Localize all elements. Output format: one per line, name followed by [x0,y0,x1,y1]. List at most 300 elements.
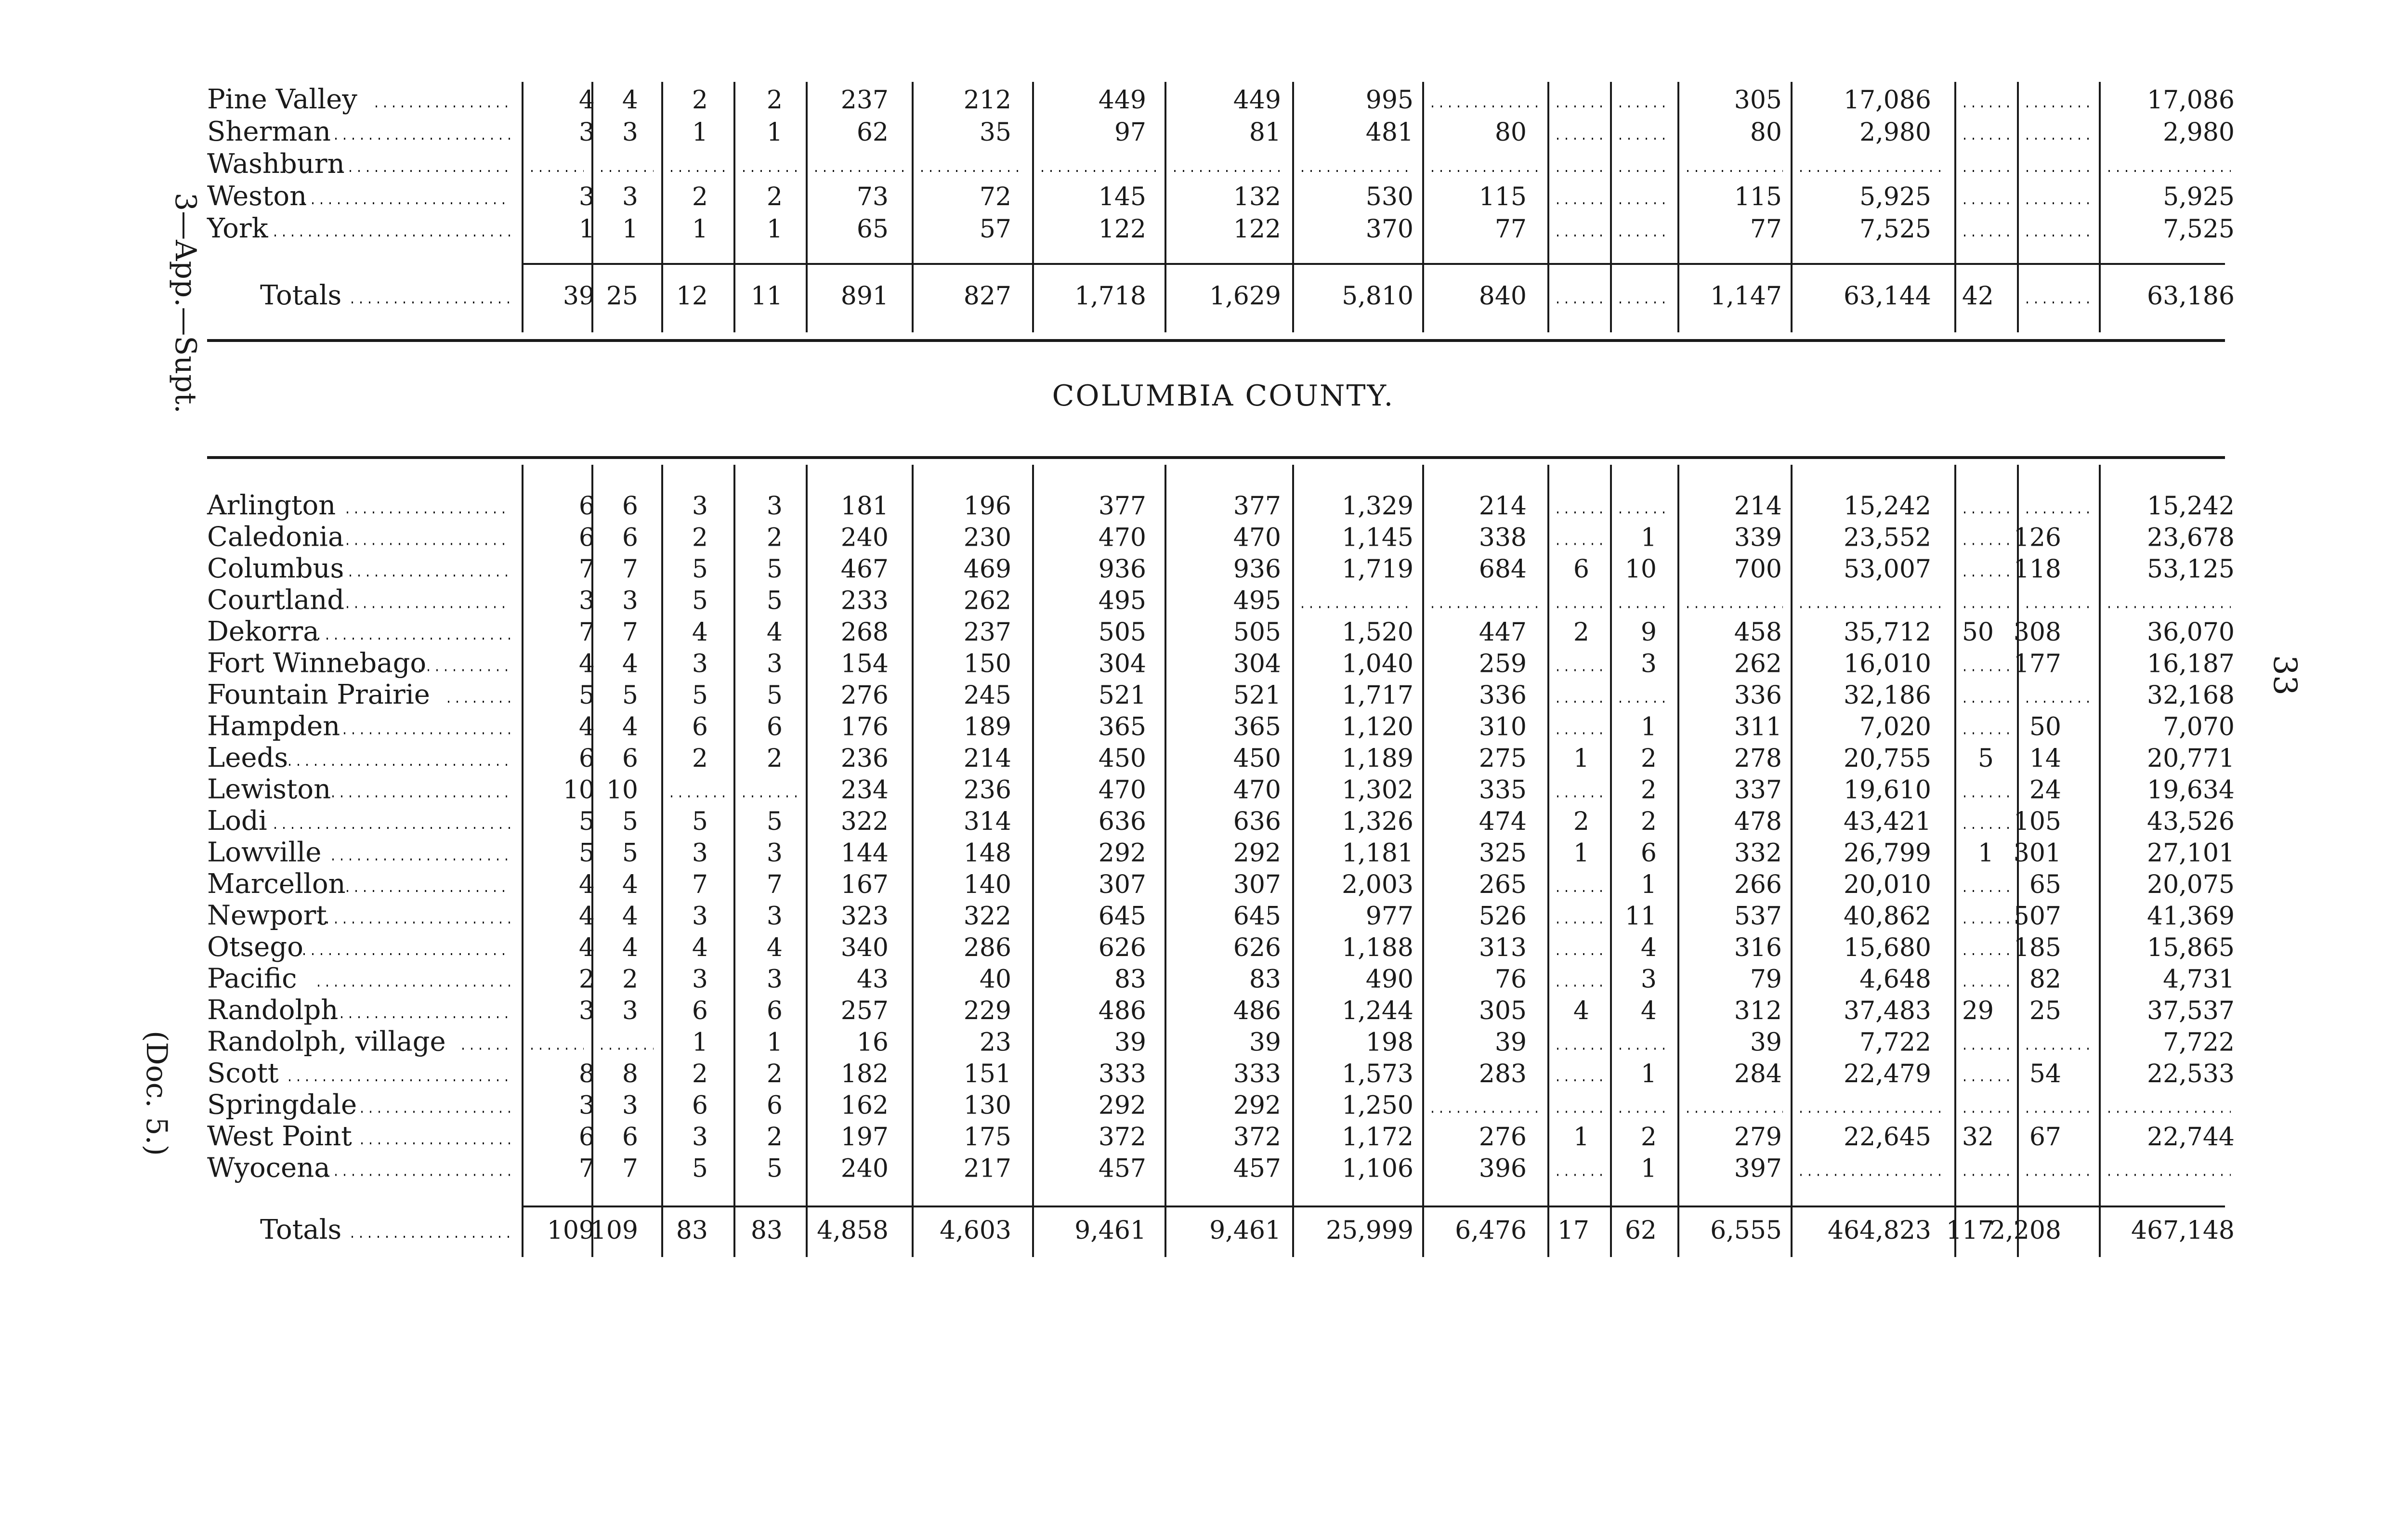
table-cell: 5 [578,839,595,868]
table-cell: 43,526 [2147,807,2235,836]
table-cell: 5 [766,807,783,836]
totals-cell: 1,147 [1710,282,1782,311]
table-cell: 2 [766,86,783,115]
table-cell: 6 [1640,839,1657,868]
table-cell: 470 [1233,775,1281,805]
totals-cell: 1,718 [1074,282,1146,311]
table-cell: 4,731 [2163,965,2235,994]
county-heading: COLUMBIA COUNTY. [1052,379,1395,413]
table-cell: 39 [1494,1028,1527,1057]
table-cell: 9 [1640,618,1657,647]
table-cell: 80 [1750,118,1782,147]
table-cell: 365 [1098,712,1146,742]
table-cell: 79 [1750,965,1782,994]
table-cell: 2 [692,183,708,211]
table-cell: 10 [606,775,638,805]
table-cell: 304 [1098,649,1146,679]
table-cell: 1 [692,118,708,147]
table-cell: 176 [840,712,889,742]
table-cell: 6 [622,744,638,773]
table-cell: 20,771 [2147,744,2235,773]
table-cell: 279 [1734,1123,1782,1152]
table-cell: 37,537 [2147,996,2235,1025]
table-cell: 4 [578,649,595,679]
table-cell: 286 [963,933,1011,962]
columbia-county-section [207,341,2225,458]
table-cell: 2 [1573,618,1589,647]
table-cell: 32 [1962,1123,1994,1152]
table-cell: 2 [692,86,708,115]
table-cell: 2,003 [1342,870,1413,899]
table-cell: 6 [766,712,783,742]
table-cell: 4 [766,618,783,647]
table-cell: 4 [622,86,638,115]
table-cell: 6 [622,492,638,521]
table-cell: 50 [1962,618,1994,647]
table-cell: 35,712 [1844,618,1931,647]
table-cell: 333 [1098,1060,1146,1088]
table-cell: 175 [963,1123,1011,1152]
row-name: Columbus [207,553,344,584]
table-cell: 72 [979,183,1011,211]
table-cell: 32,168 [2147,681,2235,710]
table-cell: 3 [578,118,595,147]
table-cell: 122 [1098,215,1146,244]
table-cell: 16 [856,1028,889,1057]
table-cell: 196 [963,492,1011,521]
table-cell: 57 [979,215,1011,244]
table-cell: 521 [1233,681,1281,710]
table-cell: 7 [692,870,708,899]
table-cell: 189 [963,712,1011,742]
table-cell: 292 [1098,1091,1146,1120]
upper-table [207,82,2235,332]
table-cell: 20,755 [1844,744,1931,773]
table-cell: 3 [622,996,638,1025]
table-cell: 1,244 [1342,996,1413,1025]
row-name: Randolph, village [207,1026,446,1058]
table-cell: 240 [840,523,889,552]
row-name: West Point [207,1121,352,1152]
table-cell: 481 [1365,118,1413,147]
table-cell: 370 [1365,215,1413,244]
table-cell: 4 [578,933,595,962]
table-cell: 2 [692,1060,708,1088]
totals-cell: 840 [1479,282,1527,311]
lower-table [207,465,2235,1257]
table-cell: 15,680 [1844,933,1931,962]
table-cell: 7 [578,555,595,584]
table-cell: 7,525 [1859,215,1931,244]
table-cell: 470 [1098,775,1146,805]
table-cell: 20,075 [2147,870,2235,899]
table-cell: 151 [963,1060,1011,1088]
table-cell: 1 [692,1028,708,1057]
table-cell: 5 [692,555,708,584]
table-cell: 67 [2029,1123,2061,1152]
row-name: Wyocena [207,1152,330,1184]
table-cell: 23,678 [2147,523,2235,552]
table-cell: 1,145 [1342,523,1413,552]
table-cell: 336 [1479,681,1527,710]
row-name: Washburn [207,148,345,180]
table-cell: 41,369 [2147,902,2235,931]
table-cell: 5 [622,839,638,868]
table-cell: 29 [1962,996,1994,1025]
table-cell: 37,483 [1844,996,1931,1025]
table-cell: 3 [766,839,783,868]
table-cell: 2,980 [1859,118,1931,147]
table-cell: 333 [1233,1060,1281,1088]
table-cell: 198 [1365,1028,1413,1057]
table-cell: 17,086 [1844,86,1931,115]
table-cell: 237 [840,86,889,115]
table-cell: 5 [692,1154,708,1183]
row-name: Lodi [207,805,267,837]
table-cell: 2 [578,965,595,994]
table-cell: 23 [979,1028,1011,1057]
totals-cell: 25 [606,282,638,311]
table-cell: 32,186 [1844,681,1931,710]
table-cell: 19,634 [2147,775,2235,805]
table-cell: 490 [1365,965,1413,994]
table-cell: 1 [1640,523,1657,552]
table-cell: 537 [1734,902,1782,931]
table-cell: 3 [622,586,638,616]
table-cell: 197 [840,1123,889,1152]
table-cell: 450 [1233,744,1281,773]
table-cell: 377 [1098,492,1146,521]
table-cell: 486 [1098,996,1146,1025]
table-cell: 313 [1479,933,1527,962]
table-cell: 25 [2029,996,2061,1025]
table-cell: 1,189 [1342,744,1413,773]
table-cell: 304 [1233,649,1281,679]
table-cell: 4 [622,712,638,742]
table-cell: 39 [1249,1028,1281,1057]
table-cell: 507 [2013,902,2061,931]
table-cell: 307 [1098,870,1146,899]
table-cell: 3 [692,902,708,931]
table-cell: 6 [622,1123,638,1152]
table-cell: 2 [1573,807,1589,836]
row-name: Lowville [207,837,322,868]
totals-label: Totals [260,280,342,311]
table-cell: 5 [578,807,595,836]
table-cell: 4 [622,649,638,679]
table-cell: 1 [1977,839,1994,868]
table-cell: 636 [1233,807,1281,836]
row-name: Pacific [207,963,297,995]
table-cell: 236 [963,775,1011,805]
table-cell: 936 [1098,555,1146,584]
table-cell: 8 [578,1060,595,1088]
table-cell: 977 [1365,902,1413,931]
table-cell: 140 [963,870,1011,899]
table-cell: 3 [692,649,708,679]
table-cell: 262 [963,586,1011,616]
table-cell: 233 [840,586,889,616]
table-cell: 449 [1233,86,1281,115]
table-cell: 5 [622,681,638,710]
table-cell: 4 [692,933,708,962]
table-cell: 1 [766,118,783,147]
table-cell: 245 [963,681,1011,710]
row-name: Arlington [207,490,336,521]
table-cell: 1 [1573,1123,1589,1152]
table-cell: 3 [766,965,783,994]
table-cell: 43 [856,965,889,994]
totals-cell: 5,810 [1342,282,1413,311]
totals-cell: 2,208 [1989,1216,2061,1245]
row-name: Springdale [207,1089,357,1121]
table-cell: 478 [1734,807,1782,836]
table-cell: 5 [766,586,783,616]
table-cell: 217 [963,1154,1011,1183]
table-cell: 6 [578,744,595,773]
totals-cell: 109 [590,1216,638,1245]
table-cell: 4 [1640,933,1657,962]
table-cell: 457 [1233,1154,1281,1183]
table-cell: 1 [692,215,708,244]
table-cell: 5 [692,681,708,710]
table-cell: 936 [1233,555,1281,584]
table-cell: 214 [1479,492,1527,521]
table-cell: 340 [840,933,889,962]
table-cell: 700 [1734,555,1782,584]
table-cell: 3 [578,586,595,616]
totals-cell: 4,603 [940,1216,1011,1245]
totals-cell: 63,186 [2147,282,2235,311]
table-cell: 20,010 [1844,870,1931,899]
table-cell: 323 [840,902,889,931]
table-cell: 73 [856,183,889,211]
totals-cell: 9,461 [1074,1216,1146,1245]
table-cell: 470 [1098,523,1146,552]
table-cell: 470 [1233,523,1281,552]
row-name: Hampden [207,710,340,742]
table-cell: 115 [1734,183,1782,211]
table-cell: 97 [1114,118,1146,147]
table-cell: 305 [1734,86,1782,115]
table-cell: 3 [622,118,638,147]
table-cell: 1 [1640,712,1657,742]
table-cell: 7 [578,618,595,647]
table-cell: 234 [840,775,889,805]
table-cell: 43,421 [1844,807,1931,836]
row-name: Newport [207,900,327,931]
table-cell: 397 [1734,1154,1782,1183]
table-cell: 6 [692,712,708,742]
row-name: York [207,213,268,244]
table-cell: 2 [766,183,783,211]
totals-cell: 6,476 [1455,1216,1527,1245]
table-cell: 14 [2029,744,2061,773]
totals-cell: 62 [1624,1216,1657,1245]
table-cell: 2 [1640,1123,1657,1152]
table-cell: 2 [1640,744,1657,773]
table-cell: 7,020 [1859,712,1931,742]
table-cell: 495 [1233,586,1281,616]
page-number: 33 [2266,655,2303,695]
table-cell: 40 [979,965,1011,994]
table-cell: 5 [1977,744,1994,773]
table-cell: 76 [1494,965,1527,994]
table-cell: 1 [1573,839,1589,868]
table-cell: 645 [1233,902,1281,931]
table-cell: 684 [1479,555,1527,584]
table-cell: 15,242 [2147,492,2235,521]
table-cell: 4,648 [1859,965,1931,994]
table-cell: 5 [766,555,783,584]
table-cell: 53,007 [1844,555,1931,584]
table-cell: 16,187 [2147,649,2235,679]
table-cell: 2 [766,1123,783,1152]
table-cell: 7,722 [2163,1028,2235,1057]
table-cell: 130 [963,1091,1011,1120]
table-cell: 530 [1365,183,1413,211]
table-cell: 65 [2029,870,2061,899]
row-name: Caledonia [207,521,344,553]
table-cell: 3 [622,183,638,211]
table-cell: 7 [578,1154,595,1183]
table-cell: 1,181 [1342,839,1413,868]
table-cell: 237 [963,618,1011,647]
table-cell: 521 [1098,681,1146,710]
table-cell: 469 [963,555,1011,584]
table-cell: 83 [1249,965,1281,994]
table-cell: 449 [1098,86,1146,115]
table-cell: 4 [578,712,595,742]
table-cell: 268 [840,618,889,647]
row-name: Weston [207,181,307,212]
table-cell: 40,862 [1844,902,1931,931]
table-cell: 1,717 [1342,681,1413,710]
table-cell: 322 [963,902,1011,931]
table-cell: 8 [622,1060,638,1088]
table-cell: 1 [578,215,595,244]
table-cell: 22,533 [2147,1060,2235,1088]
table-cell: 505 [1233,618,1281,647]
table-cell: 77 [1750,215,1782,244]
table-cell: 1,172 [1342,1123,1413,1152]
table-cell: 62 [856,118,889,147]
table-cell: 19,610 [1844,775,1931,805]
table-cell: 4 [692,618,708,647]
totals-cell: 12 [676,282,708,311]
table-cell: 15,865 [2147,933,2235,962]
row-name: Pine Valley [207,84,357,115]
table-cell: 2 [692,523,708,552]
table-cell: 4 [622,902,638,931]
row-name: Fountain Prairie [207,679,430,710]
table-cell: 5 [692,586,708,616]
table-cell: 230 [963,523,1011,552]
table-cell: 332 [1734,839,1782,868]
table-cell: 2 [766,523,783,552]
totals-cell: 63,144 [1844,282,1931,311]
table-cell: 4 [1573,996,1589,1025]
row-name: Sherman [207,116,331,147]
table-cell: 181 [840,492,889,521]
table-cell: 636 [1098,807,1146,836]
table-cell: 1 [1640,1060,1657,1088]
table-cell: 50 [2029,712,2061,742]
table-cell: 6 [578,1123,595,1152]
table-cell: 307 [1233,870,1281,899]
table-cell: 2 [766,744,783,773]
table-cell: 1,326 [1342,807,1413,836]
table-cell: 447 [1479,618,1527,647]
table-cell: 486 [1233,996,1281,1025]
table-cell: 16,010 [1844,649,1931,679]
row-name: Leeds [207,742,288,773]
table-cell: 322 [840,807,889,836]
table-cell: 1,120 [1342,712,1413,742]
table-cell: 6 [692,1091,708,1120]
table-cell: 995 [1365,86,1413,115]
totals-cell: 6,555 [1710,1216,1782,1245]
table-cell: 336 [1734,681,1782,710]
row-name: Scott [207,1058,279,1089]
table-cell: 5,925 [2163,183,2235,211]
table-cell: 154 [840,649,889,679]
table-cell: 262 [1734,649,1782,679]
table-cell: 148 [963,839,1011,868]
table-cell: 4 [622,933,638,962]
table-cell: 7,525 [2163,215,2235,244]
table-cell: 645 [1098,902,1146,931]
table-cell: 81 [1249,118,1281,147]
table-cell: 278 [1734,744,1782,773]
table-cell: 167 [840,870,889,899]
table-cell: 3 [766,492,783,521]
totals-cell: 467,148 [2131,1216,2235,1245]
table-cell: 4 [578,902,595,931]
totals-cell: 42 [1962,282,1994,311]
table-cell: 150 [963,649,1011,679]
table-cell: 337 [1734,775,1782,805]
table-cell: 105 [2013,807,2061,836]
table-cell: 495 [1098,586,1146,616]
table-cell: 266 [1734,870,1782,899]
totals-cell: 827 [963,282,1011,311]
table-cell: 276 [840,681,889,710]
table-cell: 22,479 [1844,1060,1931,1088]
table-cell: 1 [766,215,783,244]
table-cell: 6 [578,523,595,552]
table-cell: 1 [622,215,638,244]
table-cell: 15,242 [1844,492,1931,521]
table-cell: 39 [1750,1028,1782,1057]
table-cell: 292 [1233,1091,1281,1120]
table-cell: 17,086 [2147,86,2235,115]
table-cell: 325 [1479,839,1527,868]
table-cell: 5 [766,681,783,710]
totals-cell: 117 [1946,1216,1994,1245]
table-cell: 240 [840,1154,889,1183]
table-cell: 132 [1233,183,1281,211]
totals-cell: 11 [750,282,783,311]
totals-cell: 83 [750,1216,783,1245]
table-cell: 3 [692,965,708,994]
table-cell: 3 [578,183,595,211]
table-cell: 22,744 [2147,1123,2235,1152]
table-cell: 23,552 [1844,523,1931,552]
table-cell: 450 [1098,744,1146,773]
table-cell: 3 [1640,649,1657,679]
table-cell: 2 [692,744,708,773]
